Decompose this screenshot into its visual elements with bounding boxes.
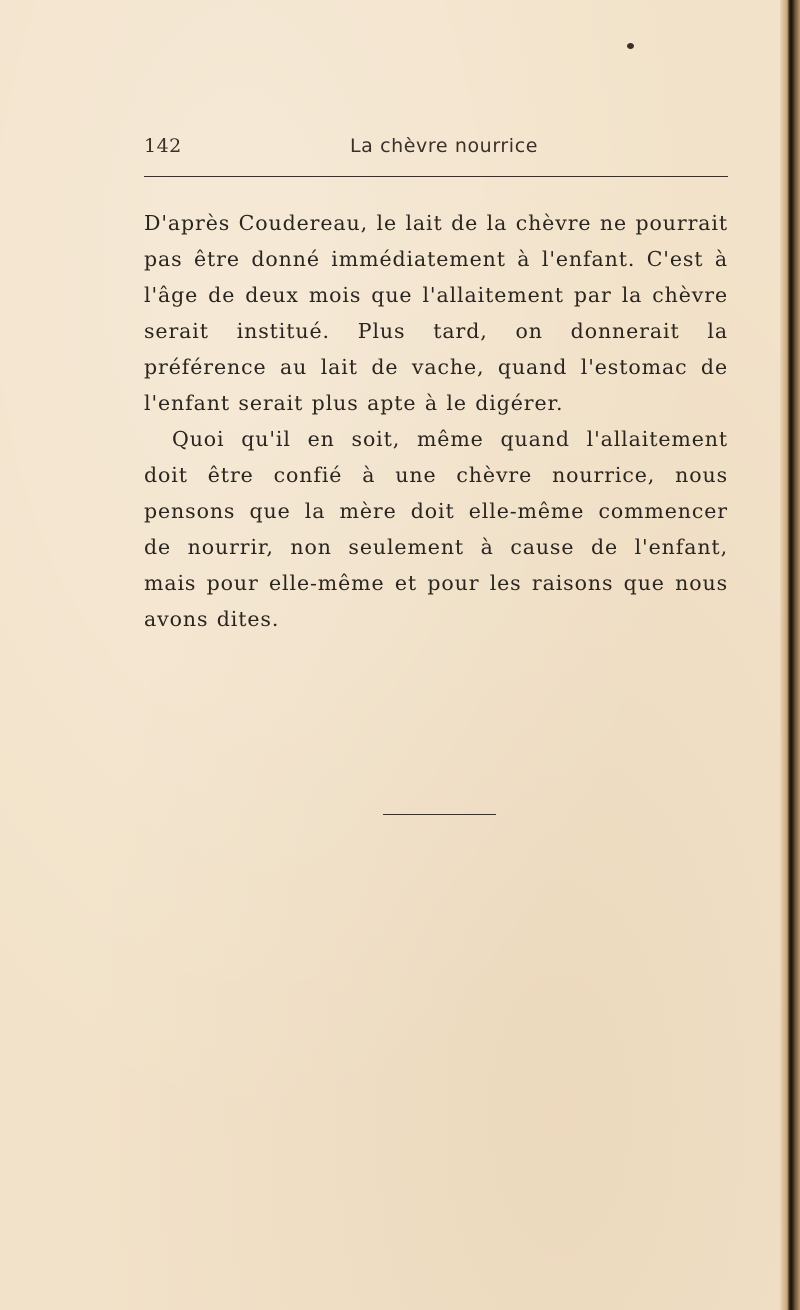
page-number: 142 bbox=[144, 135, 182, 157]
paragraph-1: D'après Coudereau, le lait de la chèvre ne pourrait pas être donné immédiatement à l'enfant. C'est à l'âge de deux mois que l'allaitement par la chèvre serait institué. Plus tard, on donnerait la préférence au lait de vache, quand l'estomac de l'enfant serait plus apte à le digérer. bbox=[144, 211, 728, 415]
running-title: La chèvre nourrice bbox=[350, 135, 539, 157]
paragraph-2: Quoi qu'il en soit, même quand l'allaitement doit être confié à une chèvre nourrice, nous pensons que la mère doit elle-même commencer de nourrir, non seulement à cause de l'enfant, mais pour elle-même et pour les raisons que nous avons dites. bbox=[144, 427, 728, 631]
page-header bbox=[144, 135, 728, 165]
end-rule bbox=[383, 814, 496, 815]
header-rule bbox=[144, 176, 728, 177]
ink-speck bbox=[627, 43, 634, 49]
body-text bbox=[144, 205, 728, 637]
page-binding-edge bbox=[780, 0, 800, 1310]
